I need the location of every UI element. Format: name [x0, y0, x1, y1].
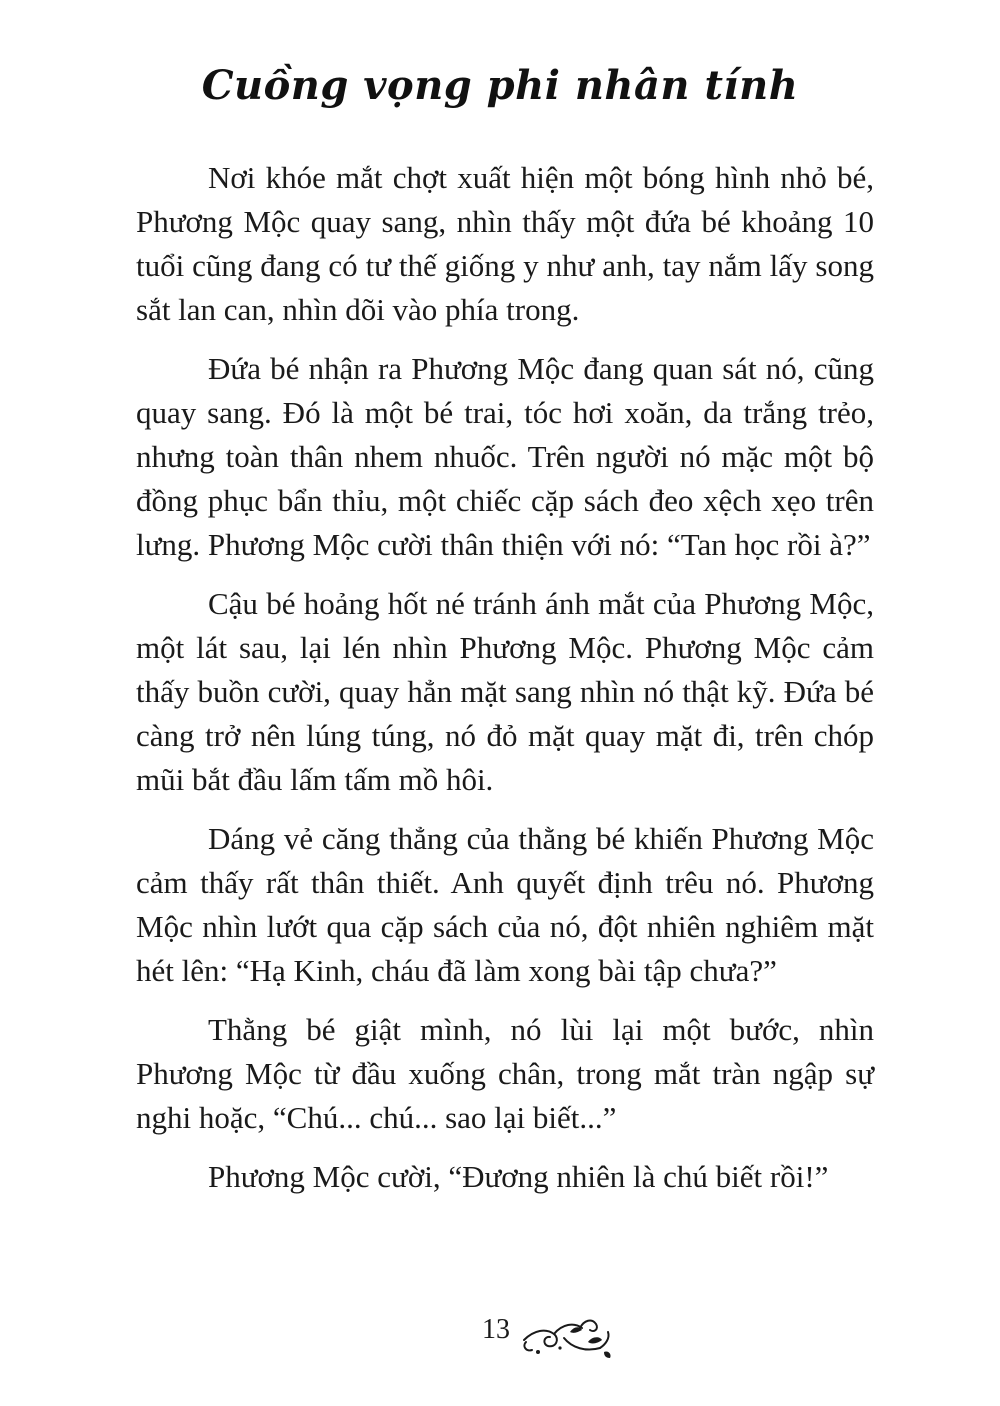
- paragraph-3: Cậu bé hoảng hốt né tránh ánh mắt của Phương Mộc, một lát sau, lại lén nhìn Phương Mộc. Phương Mộc cảm thấy buồn cười, quay hẳn mặt sang nhìn nó thật kỹ. Đứa bé càng trở nên lúng túng, nó đỏ mặt quay mặt đi, trên chóp mũi bắt đầu lấm tấm mồ hôi.: [136, 586, 874, 797]
- running-title: Cuồng vọng phi nhân tính: [201, 62, 799, 109]
- floral-flourish-icon: [520, 1308, 620, 1364]
- paragraph-1: Nơi khóe mắt chợt xuất hiện một bóng hình nhỏ bé, Phương Mộc quay sang, nhìn thấy một đứa bé khoảng 10 tuổi cũng đang có tư thế giống y như anh, tay nắm lấy song sắt lan can, nhìn dõi vào phía trong.: [136, 160, 874, 327]
- page-footer: [0, 1308, 1000, 1378]
- paragraph-6: Phương Mộc cười, “Đương nhiên là chú biết rồi!”: [208, 1159, 829, 1194]
- paragraph-4: Dáng vẻ căng thẳng của thằng bé khiến Phương Mộc cảm thấy rất thân thiết. Anh quyết định trêu nó. Phương Mộc nhìn lướt qua cặp sách của nó, đột nhiên nghiêm mặt hét lên: “Hạ Kinh, cháu đã làm xong bài tập chưa?”: [136, 821, 874, 988]
- body-text: [136, 156, 874, 1199]
- page-number: 13: [482, 1314, 510, 1345]
- paragraph-2: Đứa bé nhận ra Phương Mộc đang quan sát nó, cũng quay sang. Đó là một bé trai, tóc hơi xoăn, da trắng trẻo, nhưng toàn thân nhem nhuốc. Trên người nó mặc một bộ đồng phục bẩn thỉu, một chiếc cặp sách đeo xệch xẹo trên lưng. Phương Mộc cười thân thiện với nó: “Tan học rồi à?”: [136, 351, 874, 562]
- paragraph-5: Thằng bé giật mình, nó lùi lại một bước, nhìn Phương Mộc từ đầu xuống chân, trong mắt tràn ngập sự nghi hoặc, “Chú... chú... sao lại biết...”: [136, 1012, 874, 1135]
